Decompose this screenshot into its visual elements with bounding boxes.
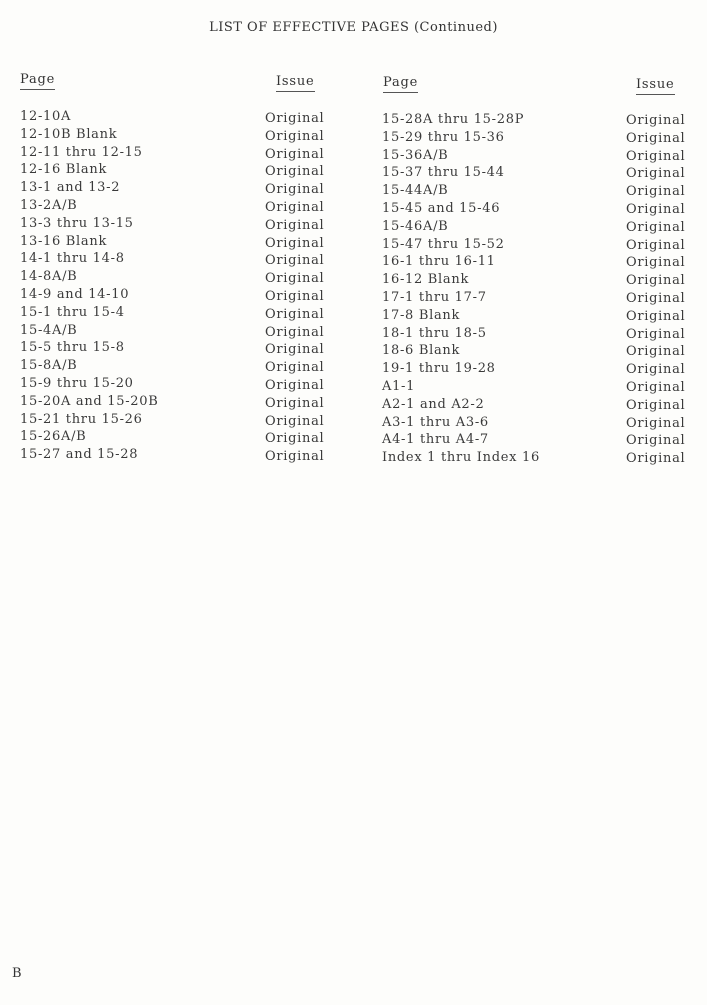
issue-entry: Original: [626, 273, 686, 289]
issue-entry: Original: [265, 253, 325, 269]
issue-entry: Original: [626, 237, 686, 253]
issue-entry: Original: [265, 395, 325, 411]
issue-entry: Original: [265, 111, 325, 126]
issue-entry: Original: [265, 235, 325, 251]
page-range-entry: 15-20A and 15-20B: [20, 393, 159, 409]
issue-entry: Original: [265, 146, 325, 162]
page-range-entry: 15-8A/B: [20, 358, 78, 374]
page-range-entry: 14-9 and 14-10: [20, 286, 130, 302]
page-range-entry: 15-9 thru 15-20: [20, 375, 134, 391]
page-range-entry: 15-47 thru 15-52: [382, 236, 505, 252]
issue-entry: Original: [626, 326, 686, 342]
issue-entry: Original: [265, 324, 325, 340]
issue-entry: Original: [265, 431, 325, 447]
page-range-entry: 19-1 thru 19-28: [382, 361, 496, 377]
page-range-entry: 14-8A/B: [20, 269, 78, 285]
left-page-column: [20, 108, 159, 464]
issue-entry: Original: [265, 199, 325, 215]
right-page-column: [382, 111, 540, 467]
page-title: LIST OF EFFECTIVE PAGES (Continued): [209, 20, 498, 35]
page-range-entry: 15-21 thru 15-26: [20, 411, 143, 427]
page-range-entry: 15-1 thru 15-4: [20, 304, 125, 320]
page-range-entry: A1-1: [382, 378, 416, 394]
page-range-entry: 13-2A/B: [20, 197, 78, 213]
issue-entry: Original: [265, 271, 325, 287]
page-range-entry: 15-27 and 15-28: [20, 447, 139, 463]
page-range-entry: 15-45 and 15-46: [382, 200, 501, 216]
page-range-entry: 14-1 thru 14-8: [20, 251, 125, 267]
page-range-entry: 15-29 thru 15-36: [382, 129, 505, 145]
issue-entry: Original: [626, 397, 686, 413]
page-range-entry: 12-11 thru 12-15: [20, 144, 143, 160]
issue-entry: Original: [626, 290, 686, 306]
issue-entry: Original: [265, 182, 325, 198]
left-issue-column: [265, 110, 324, 466]
left-issue-header: Issue: [276, 74, 315, 92]
page-range-entry: 15-36A/B: [382, 147, 449, 163]
right-issue-header: Issue: [636, 77, 675, 95]
issue-entry: Original: [626, 113, 686, 128]
page-range-entry: 17-8 Blank: [382, 307, 461, 323]
page-range-entry: 12-10A: [20, 109, 72, 124]
page-range-entry: 16-12 Blank: [382, 272, 470, 288]
issue-entry: Original: [265, 413, 325, 429]
issue-entry: Original: [626, 344, 686, 360]
issue-entry: Original: [265, 377, 325, 393]
page-letter: B: [12, 966, 22, 981]
right-page-header: Page: [383, 75, 418, 93]
issue-entry: Original: [626, 362, 686, 378]
page-range-entry: Index 1 thru Index 16: [382, 450, 540, 466]
page-range-entry: 17-1 thru 17-7: [382, 289, 487, 305]
page-range-entry: 15-37 thru 15-44: [382, 165, 505, 181]
issue-entry: Original: [265, 342, 325, 358]
page-range-entry: 16-1 thru 16-11: [382, 254, 496, 270]
issue-entry: Original: [265, 288, 325, 304]
issue-entry: Original: [265, 449, 325, 465]
issue-entry: Original: [626, 379, 686, 395]
issue-entry: Original: [626, 166, 686, 182]
issue-entry: Original: [626, 130, 686, 146]
page-range-entry: 15-5 thru 15-8: [20, 340, 125, 356]
page-range-entry: 15-46A/B: [382, 218, 449, 234]
page-range-entry: 15-4A/B: [20, 322, 78, 338]
page-range-entry: 12-16 Blank: [20, 162, 108, 178]
issue-entry: Original: [626, 219, 686, 235]
left-page-header: Page: [20, 72, 55, 90]
page-range-entry: 18-1 thru 18-5: [382, 325, 487, 341]
issue-entry: Original: [626, 201, 686, 217]
issue-entry: Original: [626, 184, 686, 200]
issue-entry: Original: [626, 415, 686, 431]
page-range-entry: A3-1 thru A3-6: [382, 414, 489, 430]
page-range-entry: 13-16 Blank: [20, 233, 108, 249]
issue-entry: Original: [626, 433, 686, 449]
page-range-entry: 15-44A/B: [382, 183, 449, 199]
issue-entry: Original: [265, 164, 325, 180]
issue-entry: Original: [265, 360, 325, 376]
page-range-entry: A2-1 and A2-2: [382, 396, 485, 412]
page-range-entry: 18-6 Blank: [382, 343, 461, 359]
page-range-entry: 12-10B Blank: [20, 126, 118, 142]
page-range-entry: 13-3 thru 13-15: [20, 215, 134, 231]
issue-entry: Original: [626, 148, 686, 164]
page-range-entry: A4-1 thru A4-7: [382, 432, 489, 448]
page-range-entry: 15-28A thru 15-28P: [382, 112, 525, 127]
issue-entry: Original: [265, 128, 325, 144]
issue-entry: Original: [265, 217, 325, 233]
page-range-entry: 15-26A/B: [20, 429, 87, 445]
right-issue-column: [626, 112, 685, 468]
issue-entry: Original: [626, 308, 686, 324]
issue-entry: Original: [265, 306, 325, 322]
page-range-entry: 13-1 and 13-2: [20, 180, 121, 196]
issue-entry: Original: [626, 451, 686, 467]
issue-entry: Original: [626, 255, 686, 271]
